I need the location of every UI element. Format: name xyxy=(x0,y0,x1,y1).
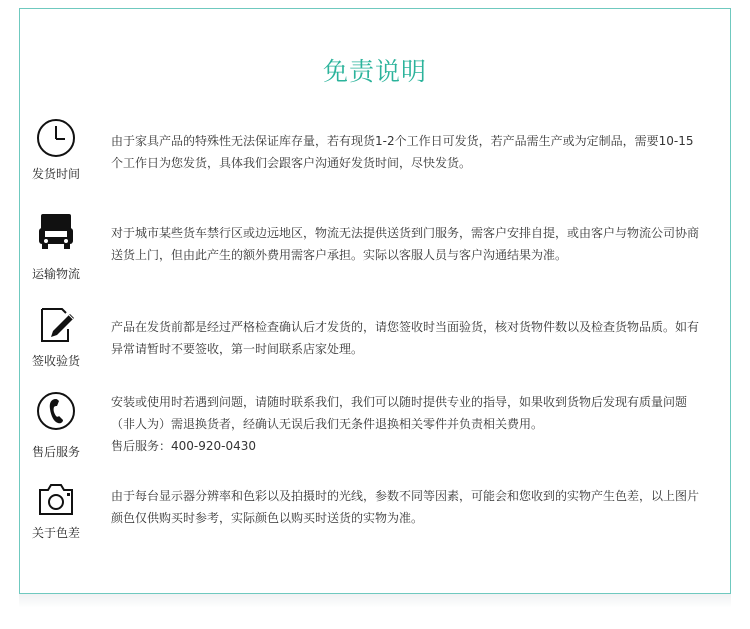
section-text xyxy=(111,391,701,457)
clock-icon xyxy=(36,118,76,158)
section-text xyxy=(111,316,701,360)
phone-icon xyxy=(36,391,76,431)
section-text xyxy=(111,130,701,174)
section-paragraph: 产品在发货前都是经过严格检查确认后才发货的，请您签收时当面验货，核对货物件数以及检查货物品质。如有异常请暂时不要签收，第一时间联系店家处理。 xyxy=(111,320,700,356)
section-paragraph: 安装或使用时若遇到问题，请随时联系我们，我们可以随时提供专业的指导，如果收到货物后发现有质量问题（非人为）需退换货者，经确认无误后我们无条件退换相关零件并负责相关费用。 xyxy=(111,395,688,431)
section-paragraph: 由于每台显示器分辨率和色彩以及拍摄时的光线，参数不同等因素，可能会和您收到的实物产生色差，以上图片颜色仅供购买时参考，实际颜色以购买时送货的实物为准。 xyxy=(111,489,700,525)
section-text xyxy=(111,222,701,266)
sign-document-icon xyxy=(36,305,76,345)
section-label: 签收验货 xyxy=(31,354,80,368)
section-label: 运输物流 xyxy=(31,267,80,281)
section-label: 售后服务 xyxy=(31,445,80,459)
section-paragraph: 对于城市某些货车禁行区或边远地区，物流无法提供送货到门服务，需客户安排自提，或由客户与物流公司协商送货上门，但由此产生的额外费用需客户承担。实际以客服人员与客户沟通结果为准。 xyxy=(111,226,700,262)
section-label: 关于色差 xyxy=(31,526,80,540)
truck-icon xyxy=(36,212,76,252)
panel-shadow xyxy=(19,594,731,608)
section-text xyxy=(111,485,701,529)
camera-icon xyxy=(36,480,76,520)
section-label: 发货时间 xyxy=(31,167,80,181)
section-paragraph: 由于家具产品的特殊性无法保证库存量，若有现货1-2个工作日可发货，若产品需生产或为定制品，需要10-15个工作日为您发货，具体我们会跟客户沟通好发货时间，尽快发货。 xyxy=(111,134,694,170)
page-title: 免责说明 xyxy=(322,57,427,86)
after-sales-hotline: 售后服务：400-920-0430 xyxy=(111,439,257,453)
